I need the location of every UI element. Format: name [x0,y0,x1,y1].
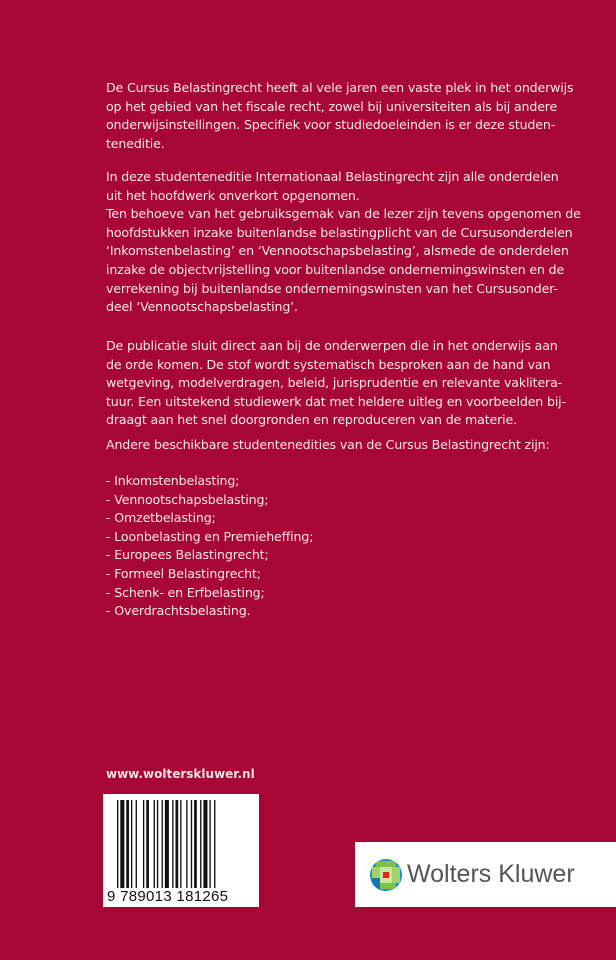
barcode-bar [203,800,207,892]
wolters-kluwer-globe-icon [369,858,403,892]
text-line: wetgeving, modelverdragen, beleid, jurisprudentie en relevante vaklitera- [106,375,563,391]
barcode-bar [191,800,192,892]
isbn-number: 9 789013 181265 [107,888,229,905]
text-line: tuur. Een uitstekend studiewerk dat met heldere uitleg en voorbeelden bij- [106,393,566,409]
barcode-bar [200,800,201,892]
barcode-bar [136,800,137,892]
paragraph-edition [106,168,581,317]
editions-list [106,472,313,621]
barcode-bar [126,800,129,892]
publisher-name: Wolters Kluwer [407,860,575,888]
isbn-barcode [103,794,259,907]
paragraph-intro [106,79,573,153]
barcode-bar [209,800,210,892]
list-item: - Schenk- en Erfbelasting; [106,584,265,600]
barcode-bar [131,800,132,892]
barcode-bar [162,800,163,892]
barcode-bar [157,800,158,892]
text-line: op het gebied van het fiscale recht, zowel bij universiteiten als bij andere [106,98,558,114]
text-line: inzake de objectvrijstelling voor buitenlandse ondernemingswinsten en de [106,261,565,277]
text-line: ‘Inkomstenbelasting’ en ‘Vennootschapsbelasting’, alsmede de onderdelen [106,243,569,259]
paragraph-publication [106,337,566,430]
text-line: de orde komen. De stof wordt systematisch besproken aan de hand van [106,356,551,372]
paragraph-other-editions [106,436,550,455]
publisher-url: www.wolterskluwer.nl [106,767,255,781]
barcode-bar [214,800,215,892]
barcode-bar [146,800,149,892]
publisher-logo [355,842,616,907]
barcode-bar [117,800,118,892]
list-item: - Europees Belastingrecht; [106,547,269,563]
barcode-bar [194,800,197,892]
barcode-bar [186,800,187,892]
text-line: De publicatie sluit direct aan bij de onderwerpen die in het onderwijs aan [106,338,558,353]
barcode-bar [143,800,144,892]
text-line: uit het hoofdwerk onverkort opgenomen. [106,187,360,203]
list-item: - Vennootschapsbelasting; [106,491,269,507]
text-line: In deze studenteneditie Internationaal Belastingrecht zijn alle onderdelen [106,169,559,184]
list-item: - Formeel Belastingrecht; [106,565,261,581]
barcode-bar [120,800,124,892]
list-item: - Loonbelasting en Premieheffing; [106,528,314,544]
barcode-bar [172,800,173,892]
text-line: teneditie. [106,135,165,151]
text-line: De Cursus Belastingrecht heeft al vele jaren een vaste plek in het onderwijs [106,80,574,95]
list-item: - Inkomstenbelasting; [106,473,240,488]
list-item: - Overdrachtsbelasting. [106,603,251,619]
list-item: - Omzetbelasting; [106,510,216,526]
barcode-bar [176,800,179,892]
text-line: Andere beschikbare studentenedities van de Cursus Belastingrecht zijn: [106,437,550,452]
text-line: deel ‘Vennootschapsbelasting’. [106,299,298,315]
text-line: draagt aan het snel doorgronden en reproduceren van de materie. [106,412,517,428]
text-line: verrekening bij buitenlandse ondernemingswinsten van het Cursusonder- [106,280,558,296]
text-line: Ten behoeve van het gebruiksgemak van de lezer zijn tevens opgenomen de [106,206,581,222]
text-line: onderwijsinstellingen. Specifiek voor studiedoeleinden is er deze studen- [106,117,556,133]
text-line: hoofdstukken inzake buitenlandse belastingplicht van de Cursusonderdelen [106,224,573,240]
barcode-bar [165,800,169,892]
barcode-bar [154,800,155,892]
barcode-bar [180,800,181,892]
